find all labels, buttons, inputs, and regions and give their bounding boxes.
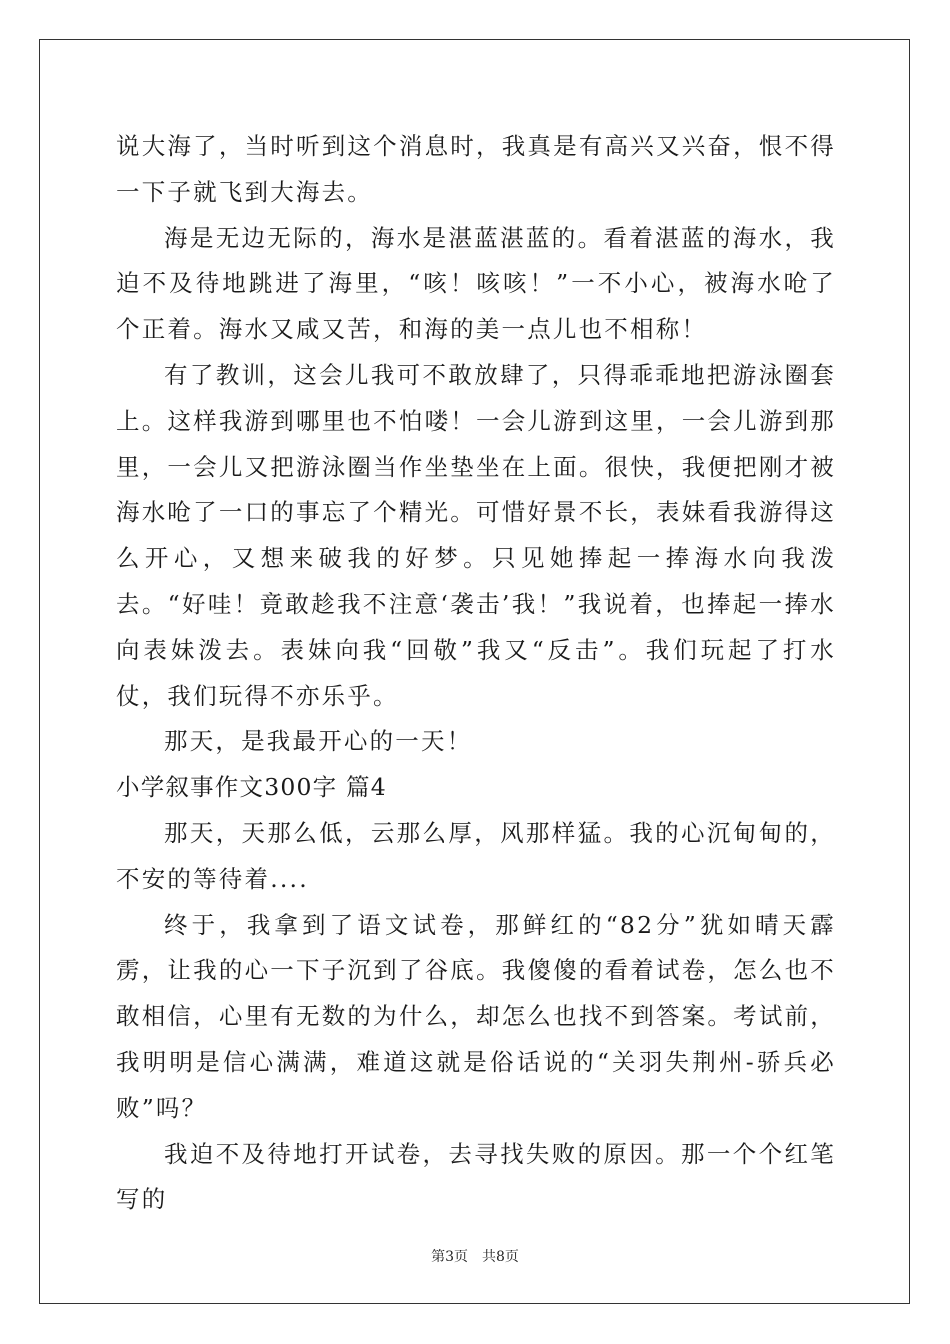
paragraph-6: 终于，我拿到了语文试卷，那鲜红的“82分”犹如晴天霹雳，让我的心一下子沉到了谷底。我傻傻的看着试卷，怎么也不敢相信，心里有无数的为什么，却怎么也找不到答案。考试前，我明明是信心满满，难道这就是俗话说的“关羽失荆州-骄兵必败”吗？ xyxy=(116,910,836,1122)
page-total: 共8页 xyxy=(482,1249,519,1265)
paragraph-4: 那天，是我最开心的一天！ xyxy=(164,727,473,756)
paragraph-5: 那天，天那么低，云那么厚，风那样猛。我的心沉甸甸的，不安的等待着.... xyxy=(116,818,836,893)
paragraph-7: 我迫不及待地打开试卷，去寻找失败的原因。那一个个红笔写的 xyxy=(116,1139,836,1214)
document-body xyxy=(116,124,836,1223)
page-number: 第3页 xyxy=(431,1249,468,1265)
paragraph-2: 海是无边无际的，海水是湛蓝湛蓝的。看着湛蓝的海水，我迫不及待地跳进了海里，“咳！咳咳！”一不小心，被海水呛了个正着。海水又咸又苦，和海的美一点儿也不相称！ xyxy=(116,223,836,344)
page-footer xyxy=(0,1246,950,1266)
section-heading: 小学叙事作文300字 篇4 xyxy=(116,773,387,802)
paragraph-1: 说大海了，当时听到这个消息时，我真是有高兴又兴奋，恨不得一下子就飞到大海去。 xyxy=(116,132,836,206)
paragraph-3: 有了教训，这会儿我可不敢放肆了，只得乖乖地把游泳圈套上。这样我游到哪里也不怕喽！一会儿游到这里，一会儿游到那里，一会儿又把游泳圈当作坐垫坐在上面。很快，我便把刚才被海水呛了一口的事忘了个精光。可惜好景不长，表妹看我游得这么开心，又想来破我的好梦。只见她捧起一捧海水向我泼去。“好哇！竟敢趁我不注意‘袭击’我！”我说着，也捧起一捧水向表妹泼去。表妹向我“回敬”我又“反击”。我们玩起了打水仗，我们玩得不亦乐乎。 xyxy=(116,360,836,710)
